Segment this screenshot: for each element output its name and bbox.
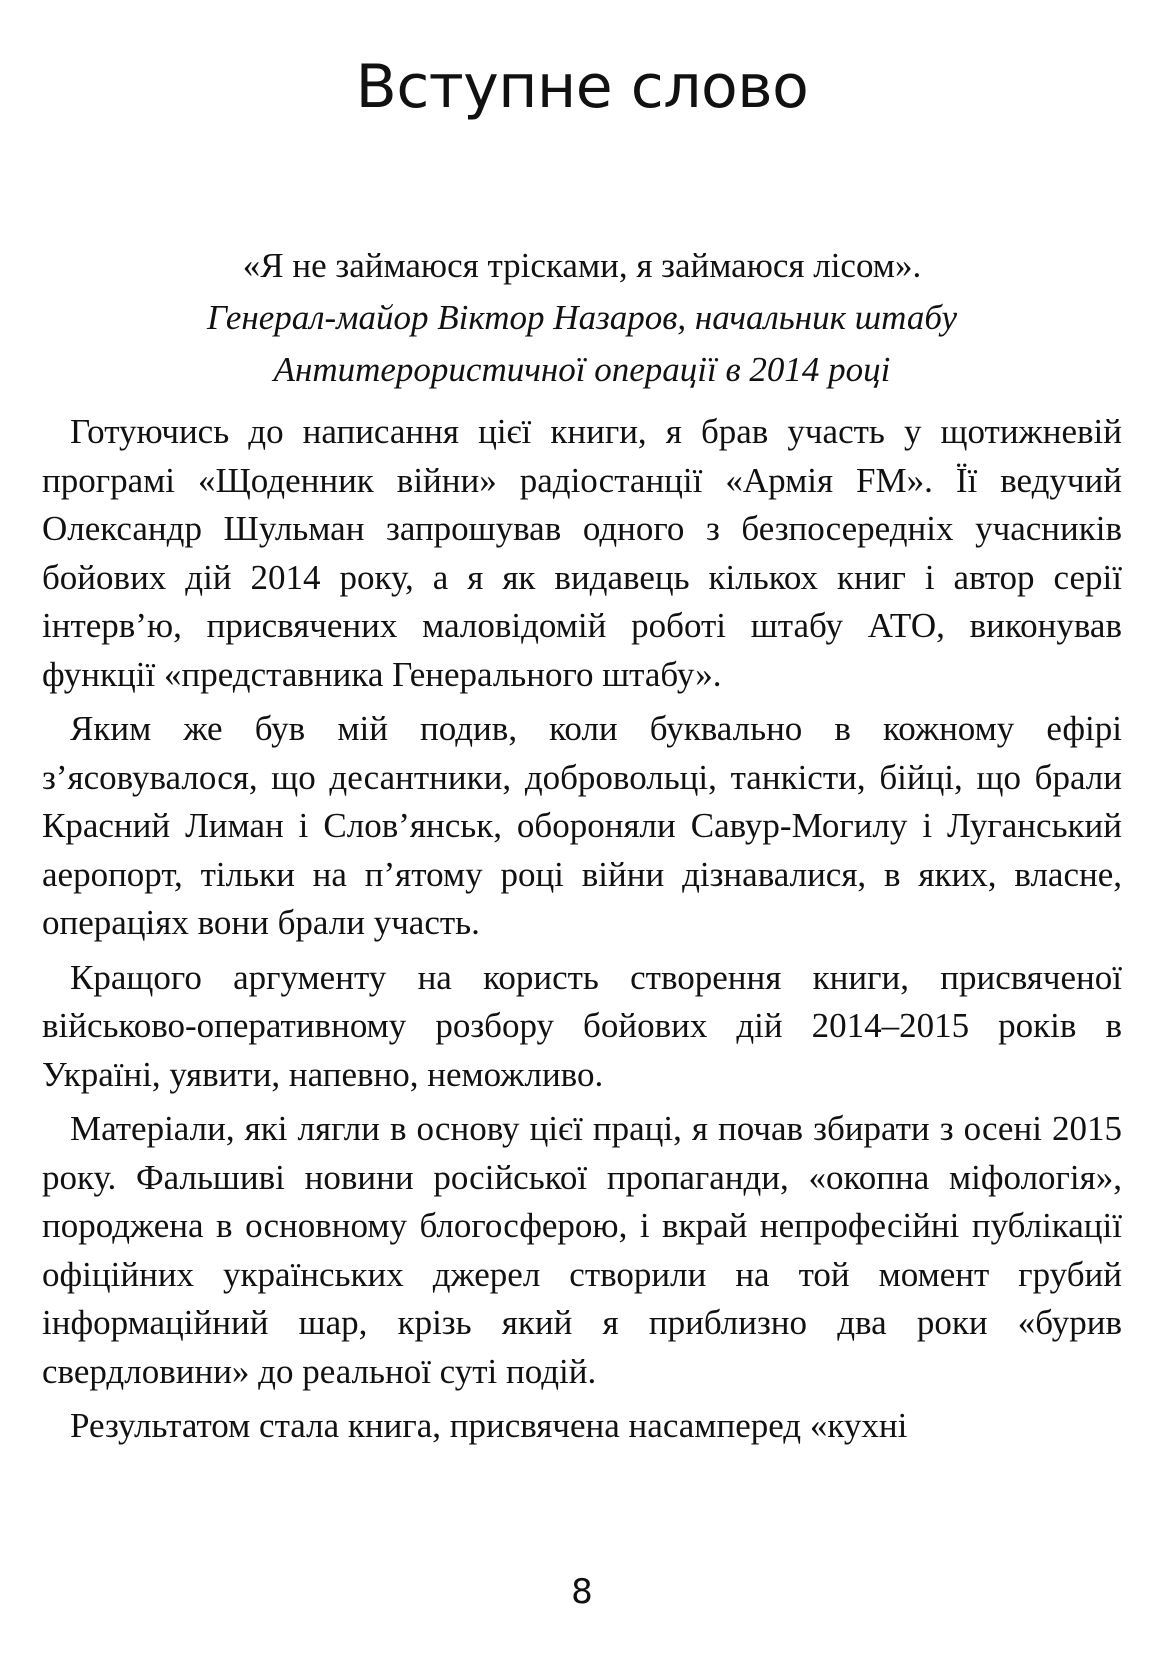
epigraph-quote: «Я не займаюся трісками, я займаюся лісом». — [242, 246, 922, 285]
body-text — [42, 408, 1122, 1457]
paragraph: Готуючись до написання цієї книги, я брав участь у щотижневій програмі «Щоденник війни» радіостанції «Армія FM». Її ведучий Олександр Шульман запрошував одного з безпосередніх учасників бойових дій 2014 року, а я як видавець кількох книг і автор серії інтерв’ю, присвячених маловідомій роботі штабу АТО, виконував функції «представника Генерального штабу». — [42, 412, 1122, 694]
epigraph — [42, 240, 1122, 396]
epigraph-attribution-line2: Антитерористичної операції в 2014 році — [273, 350, 891, 389]
book-page — [42, 0, 1122, 1653]
paragraph: Яким же був мій подив, коли буквально в кожному ефірі з’ясовувалося, що десантники, добровольці, танкісти, бійці, що брали Красний Лиман і Слов’янськ, обороняли Савур-Могилу і Луганський аеропорт, тільки на п’ятому році війни дізнавалися, в яких, власне, операціях вони брали участь. — [42, 709, 1122, 942]
epigraph-attribution-line1: Генерал-майор Віктор Назаров, начальник штабу — [206, 298, 958, 337]
paragraph: Кращого аргументу на користь створення книги, присвяченої військово-оперативному розбору бойових дій 2014–2015 років в Україні, уявити, напевно, неможливо. — [42, 957, 1122, 1094]
paragraph: Матеріали, які лягли в основу цієї праці, я почав збирати з осені 2015 року. Фальшиві новини російської пропаганди, «окопна міфологія», породжена в основному блогосферою, і вкрай непрофесійні публікації офіційних українських джерел створили на той момент грубий інформаційний шар, крізь який я приблизно два роки «бурив свердловини» до реальної суті подій. — [42, 1109, 1122, 1391]
page-title: Вступне слово — [355, 52, 809, 122]
paragraph: Результатом стала книга, присвячена насамперед «кухні — [70, 1406, 908, 1445]
page-number: 8 — [571, 1572, 593, 1612]
